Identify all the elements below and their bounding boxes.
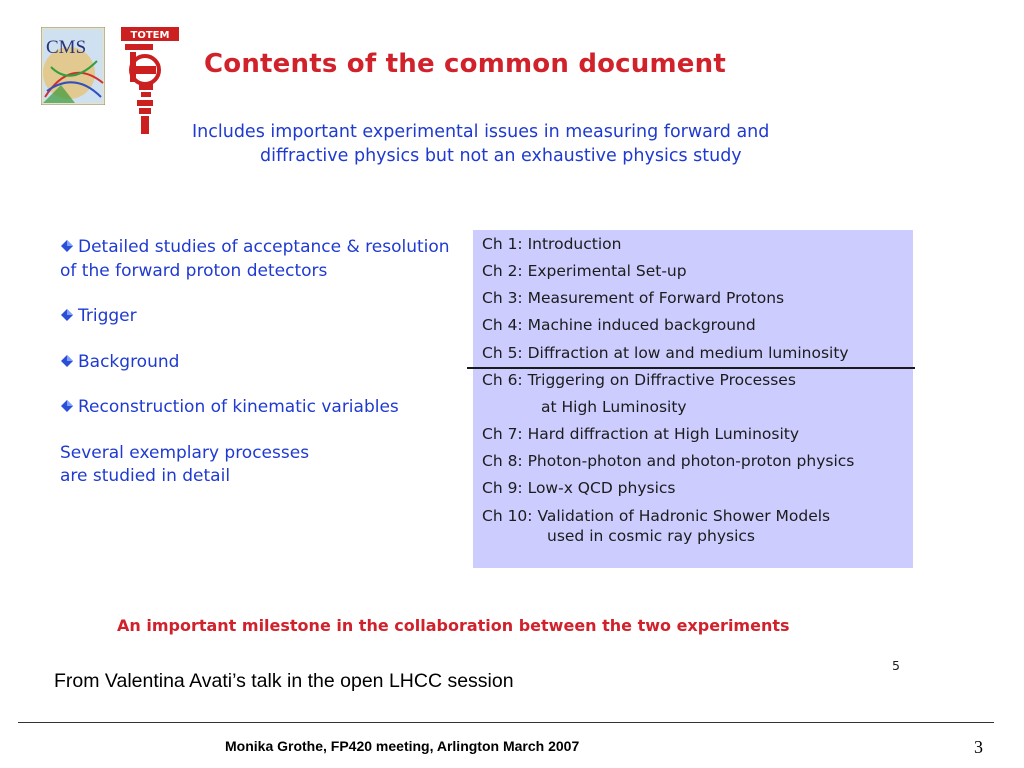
footer-divider: [18, 722, 994, 723]
chapter-divider: [467, 367, 915, 369]
chapter-line: Ch 3: Measurement of Forward Protons: [482, 289, 785, 307]
source-note: From Valentina Avati’s talk in the open LHCC session: [54, 670, 514, 692]
subtitle: [192, 120, 852, 168]
chapter-line: Ch 10: Validation of Hadronic Shower Models: [482, 507, 831, 525]
diamond-bullet-icon: [60, 399, 74, 413]
footer-text: Monika Grothe, FP420 meeting, Arlington March 2007: [225, 738, 580, 754]
chapter-line: Ch 6: Triggering on Diffractive Processes: [482, 371, 796, 389]
list-item: [60, 236, 460, 283]
chapter-line: Ch 2: Experimental Set-up: [482, 262, 687, 280]
chapter-line: Ch 5: Diffraction at low and medium luminosity: [482, 344, 849, 362]
chapter-line-continuation: used in cosmic ray physics: [547, 527, 755, 545]
bullet-list: [60, 236, 460, 489]
cms-logo-text: CMS: [46, 37, 87, 58]
summary-line-1: Several exemplary processes: [60, 442, 310, 463]
chapter-line: Ch 4: Machine induced background: [482, 316, 756, 334]
summary-line-2: are studied in detail: [60, 466, 231, 486]
list-item: [60, 351, 460, 375]
totem-logo: [120, 26, 180, 138]
diamond-bullet-icon: [60, 354, 74, 368]
bullet-text: Reconstruction of kinematic variables: [78, 397, 399, 417]
chapter-line: Ch 7: Hard diffraction at High Luminosity: [482, 425, 800, 443]
bullet-text: Trigger: [78, 306, 137, 326]
totem-logo-text: TOTEM: [130, 30, 170, 41]
chapter-list-box: [473, 230, 913, 568]
milestone-text: An important milestone in the collaboration between the two experiments: [117, 616, 790, 635]
page-title: Contents of the common document: [204, 49, 726, 79]
list-item: [60, 305, 460, 329]
chapter-line: Ch 1: Introduction: [482, 235, 622, 253]
chapter-line-continuation: at High Luminosity: [541, 398, 687, 416]
subtitle-line-1: Includes important experimental issues in measuring forward and: [192, 122, 770, 142]
bullet-text: Detailed studies of acceptance & resolution of the forward proton detectors: [60, 237, 450, 281]
chapter-line: Ch 9: Low-x QCD physics: [482, 479, 676, 497]
diamond-bullet-icon: [60, 308, 74, 322]
bullet-text: Background: [78, 351, 180, 372]
diamond-bullet-icon: [60, 239, 74, 253]
inner-page-number: 5: [892, 658, 900, 673]
subtitle-line-2: diffractive physics but not an exhaustive physics study: [260, 146, 742, 166]
page-number: 3: [974, 737, 983, 757]
chapter-line: Ch 8: Photon-photon and photon-proton physics: [482, 452, 855, 470]
summary-text: [60, 442, 460, 489]
cms-logo: [41, 27, 105, 105]
list-item: [60, 396, 460, 420]
